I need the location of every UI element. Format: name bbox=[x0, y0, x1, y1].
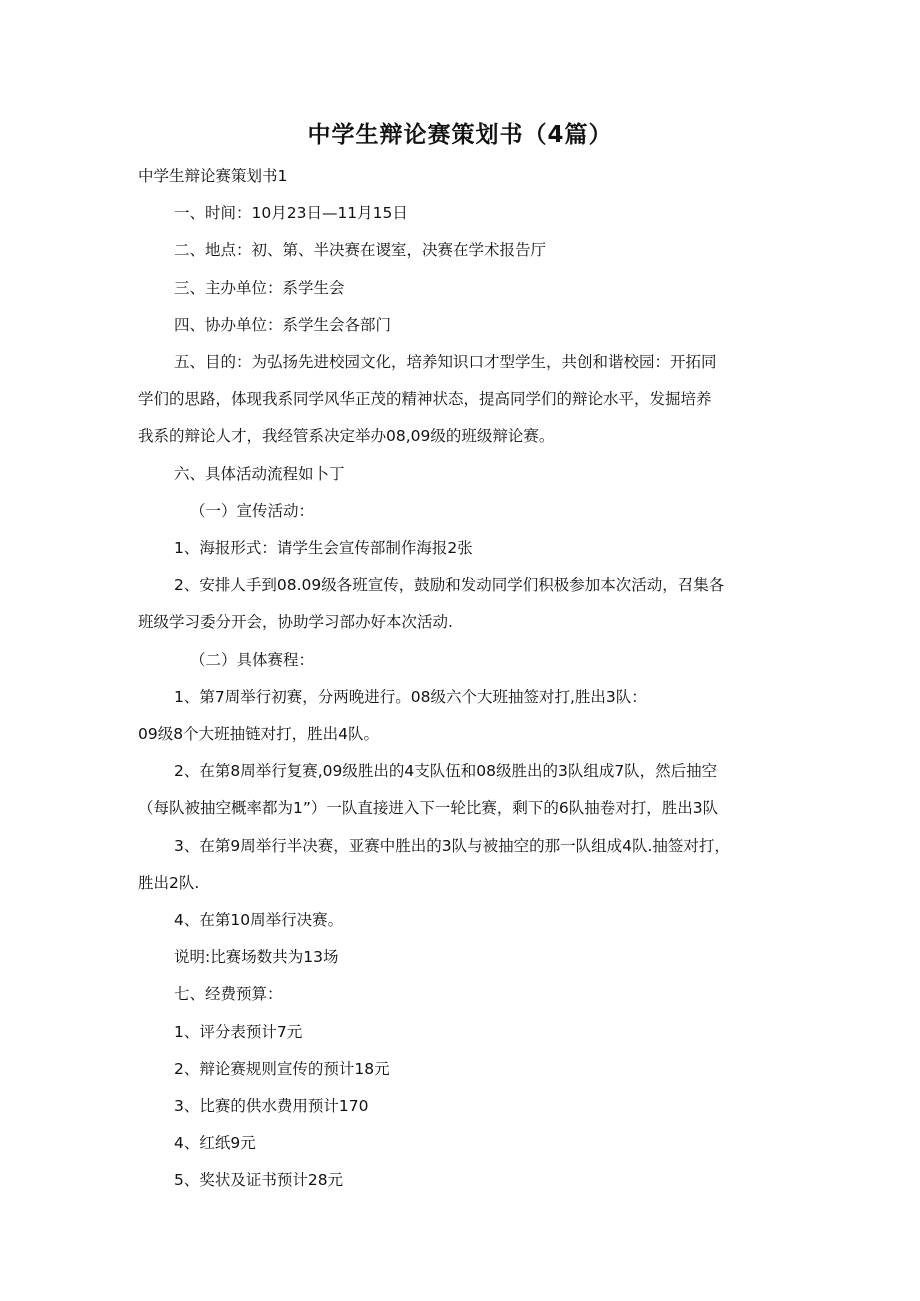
paragraph-line: 胜出2队. bbox=[138, 873, 200, 892]
paragraph-line: 四、协办单位：系学生会各部门 bbox=[174, 315, 392, 334]
paragraph-line: （每队被抽空概率都为1”）一队直接进入下一轮比赛，剩下的6队抽卷对打，胜出3队 bbox=[138, 799, 719, 818]
paragraph-line: 2、辩论赛规则宣传的预计18元 bbox=[174, 1059, 390, 1078]
paragraph-line: 1、第7周举行初赛，分两晚进行。08级六个大班抽签对打,胜出3队： bbox=[174, 687, 647, 706]
paragraph-line: 2、安排人手到08.09级各班宣传，鼓励和发动同学们积极参加本次活动，召集各 bbox=[174, 576, 725, 595]
paragraph-line: 4、红纸9元 bbox=[174, 1134, 256, 1153]
paragraph-line: 5、奖状及证书预计28元 bbox=[174, 1171, 344, 1190]
paragraph-line: 1、评分表预计7元 bbox=[174, 1022, 303, 1041]
paragraph-line: 3、比赛的供水费用预计170 bbox=[174, 1097, 369, 1116]
paragraph-line: 学们的思路，体现我系同学风华正茂的精神状态，提高同学们的辩论水平，发掘培养 bbox=[138, 390, 712, 409]
paragraph-line: 班级学习委分开会，协助学习部办好本次活动. bbox=[138, 613, 453, 632]
paragraph-line: 中学生辩论赛策划书1 bbox=[138, 167, 288, 185]
paragraph-line: 一、时间：10月23日—11月15日 bbox=[174, 204, 408, 223]
paragraph-line: 1、海报形式：请学生会宣传部制作海报2张 bbox=[174, 539, 473, 558]
paragraph-line: 三、主办单位：系学生会 bbox=[174, 278, 345, 297]
paragraph-line: 我系的辩论人才，我经管系决定举办08,09级的班级辩论赛。 bbox=[138, 427, 555, 446]
document-title: 中学生辩论赛策划书（4篇） bbox=[307, 122, 613, 148]
paragraph-line: 4、在第10周举行决赛。 bbox=[174, 911, 344, 930]
paragraph-line: 二、地点：初、第、半决赛在谡室，决赛在学术报告厅 bbox=[174, 241, 547, 260]
paragraph-line: （一）宣传活动： bbox=[190, 501, 315, 520]
paragraph-line: 六、具体活动流程如卜丁 bbox=[174, 464, 345, 483]
paragraph-line: （二）具体赛程： bbox=[190, 650, 315, 669]
paragraph-line: 09级8个大班抽链对打，胜出4队。 bbox=[138, 725, 379, 744]
paragraph-line: 五、目的：为弘扬先进校园文化，培养知识口才型学生，共创和谐校园：开拓同 bbox=[174, 353, 717, 372]
document-body bbox=[138, 158, 778, 1200]
paragraph-line: 3、在第9周举行半决赛，亚赛中胜出的3队与被抽空的那一队组成4队.抽签对打， bbox=[174, 836, 730, 855]
paragraph-line: 七、经费预算： bbox=[174, 985, 283, 1004]
paragraph-line: 说明:比赛场数共为13场 bbox=[174, 948, 339, 967]
paragraph-line: 2、在第8周举行复赛,09级胜出的4支队伍和08级胜出的3队组成7队，然后抽空 bbox=[174, 762, 718, 781]
